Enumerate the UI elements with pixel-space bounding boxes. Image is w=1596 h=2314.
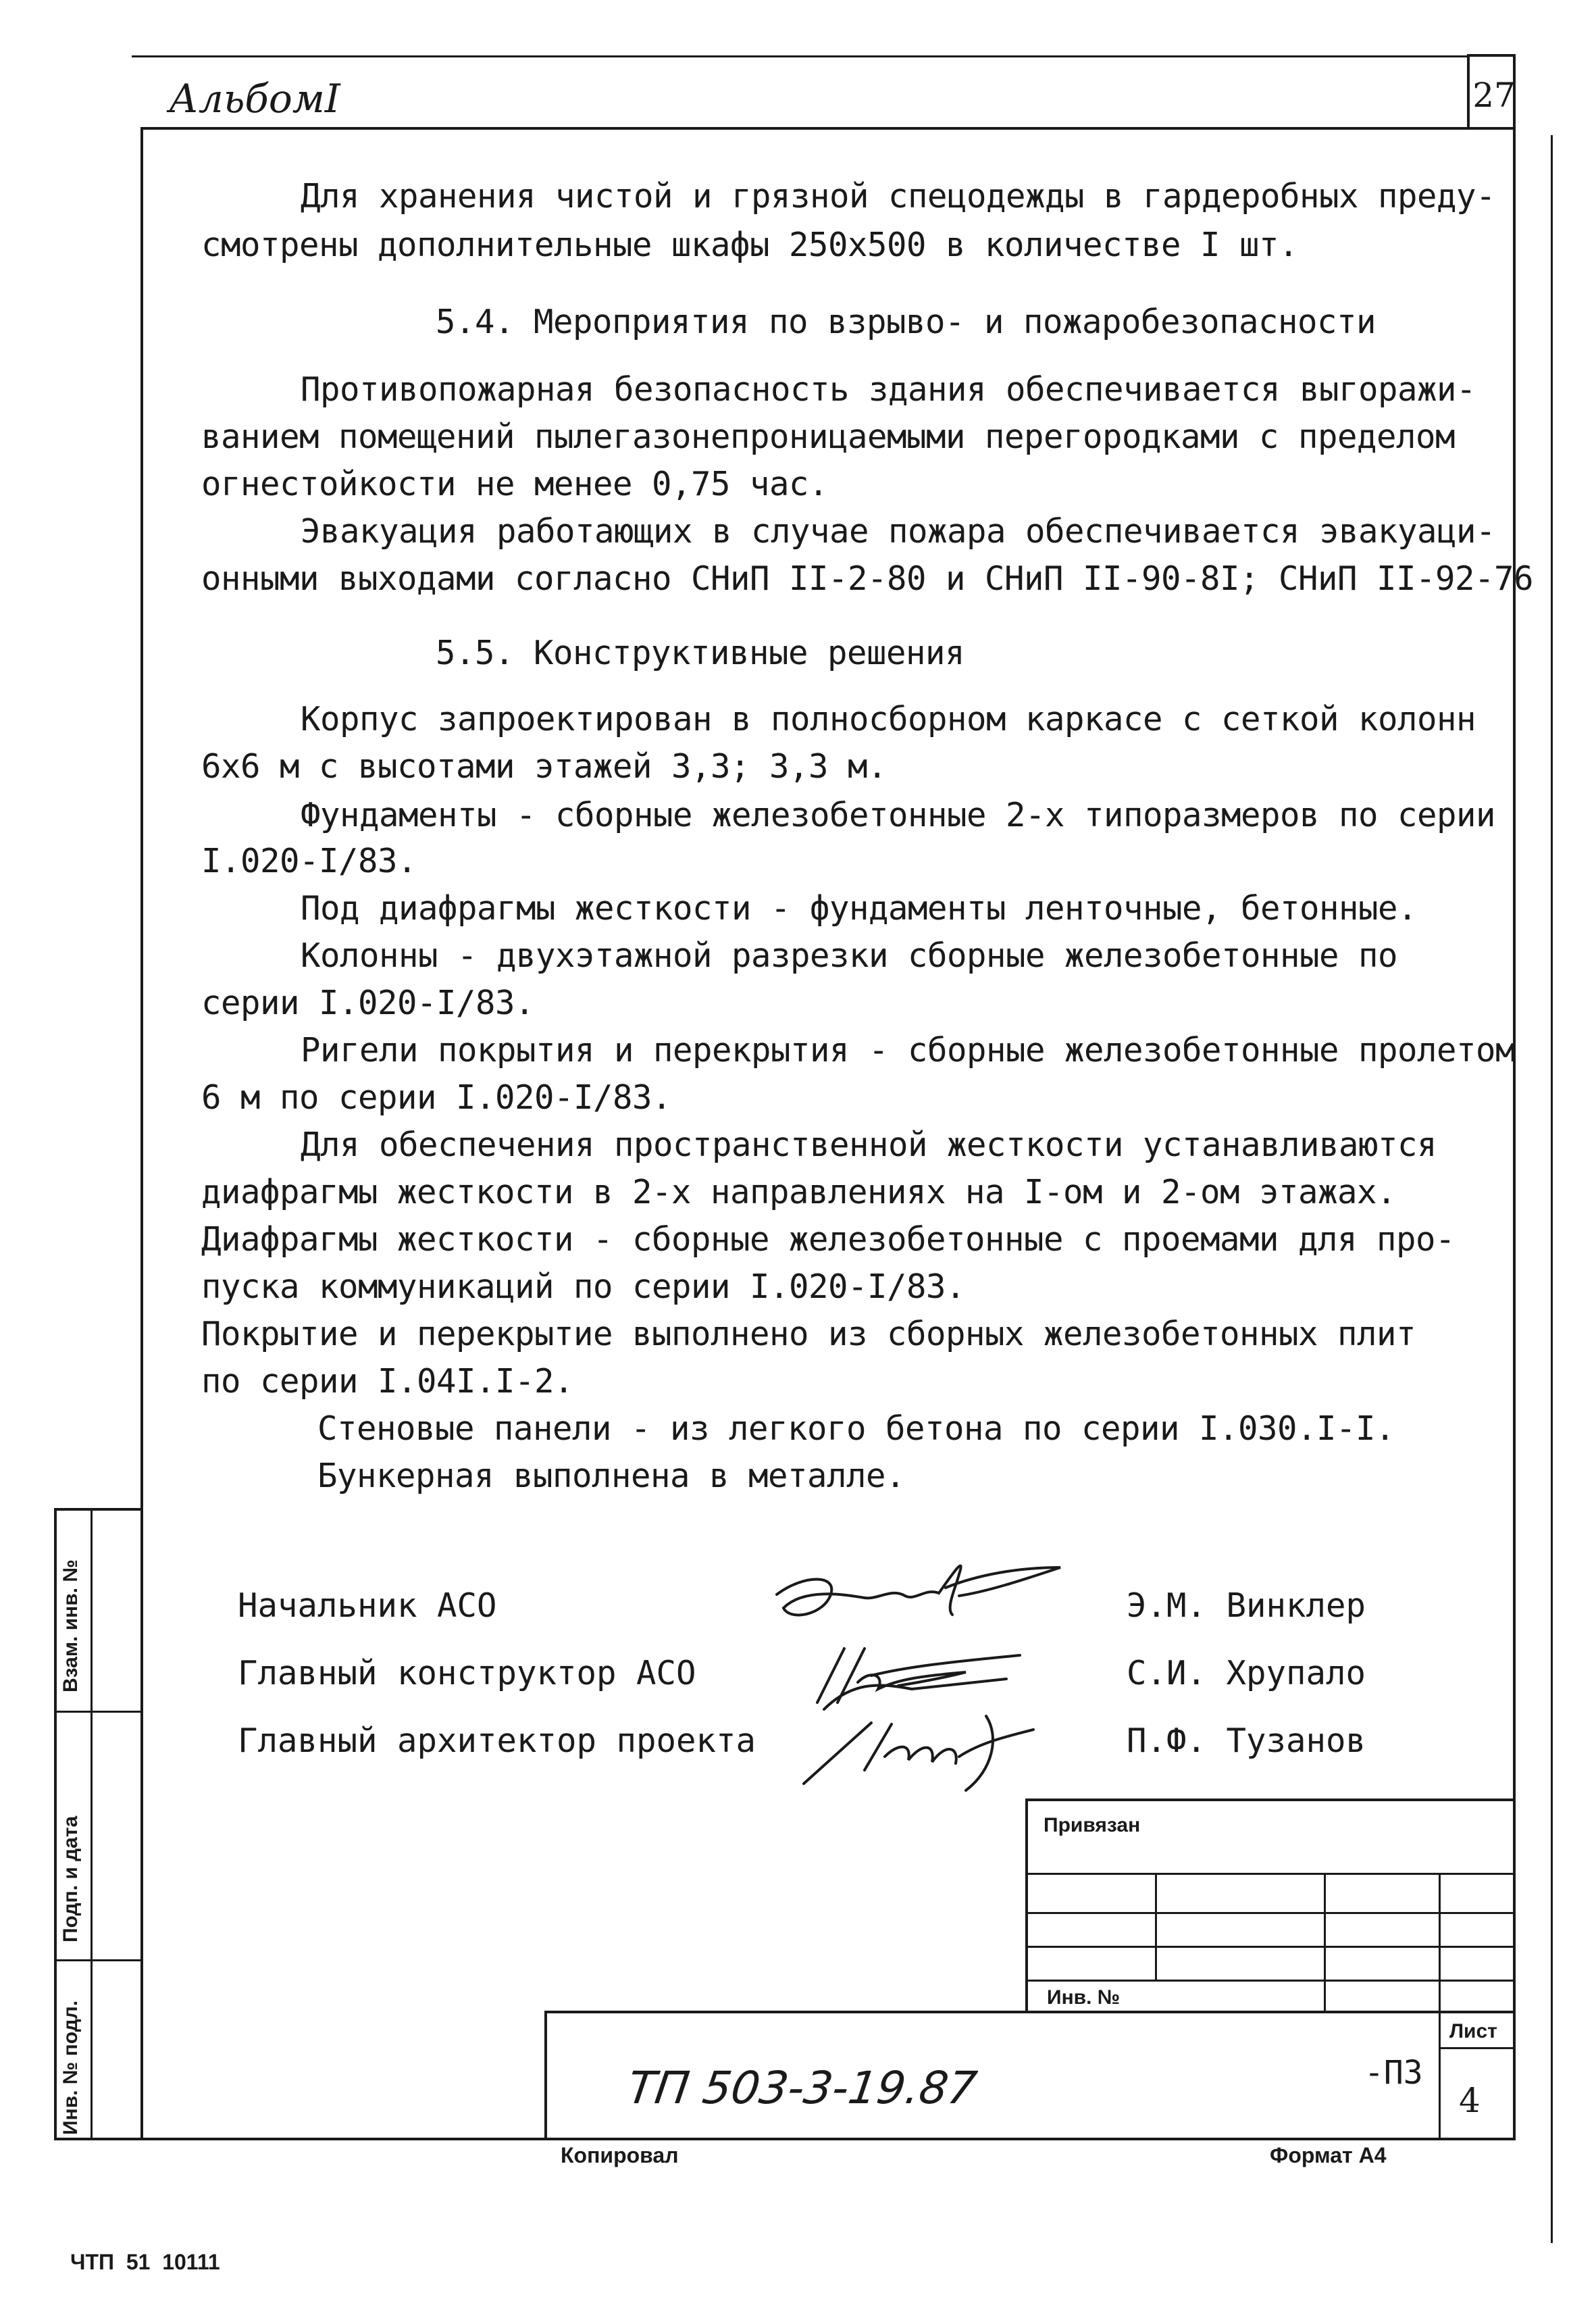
- format-label: Формат А4: [1270, 2143, 1387, 2167]
- print-code: ЧТП 51 10111: [70, 2250, 220, 2274]
- paragraph-line: Для обеспечения пространственной жесткости устанавливаются: [301, 1126, 1437, 1164]
- signature-vinkler: [777, 1566, 1060, 1615]
- paragraph-line: пуска коммуникаций по серии I.020-I/83.: [201, 1267, 966, 1306]
- frame-top: [142, 127, 1516, 130]
- paragraph-line: Под диафрагмы жесткости - фундаменты ленточные, бетонные.: [301, 889, 1418, 928]
- document-suffix: -ПЗ: [1364, 2054, 1423, 2092]
- top-rule: [132, 55, 1469, 57]
- paragraph-line: ванием помещений пылегазонепроницаемыми перегородками с пределом: [201, 418, 1456, 456]
- paragraph-line: Стеновые панели - из легкого бетона по серии I.030.I-I.: [317, 1409, 1395, 1448]
- paragraph-line: Фундаменты - сборные железобетонные 2-х типоразмеров по серии: [301, 796, 1496, 834]
- paragraph-line: по серии I.04I.I-2.: [201, 1362, 574, 1401]
- paragraph-line: огнестойкости не менее 0,75 час.: [201, 465, 829, 503]
- handwritten-signatures: [763, 1547, 1114, 1804]
- paragraph-line: 6х6 м с высотами этажей 3,3; 3,3 м.: [201, 747, 887, 786]
- outer-right-edge: [1551, 135, 1553, 2243]
- tb-line: [1155, 1873, 1157, 1980]
- privyazan-label: Привязан: [1044, 1814, 1141, 1836]
- paragraph-line: диафрагмы жесткости в 2-х направлениях на I-ом и 2-ом этажах.: [201, 1173, 1397, 1211]
- copied-label: Копировал: [561, 2143, 679, 2167]
- paragraph-line: Эвакуация работающих в случае пожара обеспечивается эвакуаци-: [301, 512, 1496, 551]
- tb-line: [1439, 2047, 1513, 2049]
- frame-bottom: [54, 2138, 1516, 2140]
- frame-left: [140, 127, 143, 2140]
- margin-stamp-border: [54, 1508, 57, 2140]
- sheet-label: Лист: [1449, 2020, 1497, 2042]
- paragraph-line: Ригели покрытия и перекрытия - сборные железобетонные пролетом: [301, 1031, 1516, 1070]
- margin-stamp-top: [54, 1508, 143, 1511]
- tb-line: [544, 2011, 547, 2140]
- tb-line: [1324, 1873, 1326, 2012]
- paragraph-line: смотрены дополнительные шкафы 250х500 в количестве I шт.: [201, 226, 1299, 264]
- paragraph-line: 6 м по серии I.020-I/83.: [201, 1078, 672, 1117]
- document-code: ТП 503-3-19.87: [624, 2062, 980, 2114]
- signatory-name: Э.М. Винклер: [1127, 1586, 1366, 1625]
- paragraph-line: Для хранения чистой и грязной спецодежды в гардеробных преду-: [301, 177, 1496, 216]
- paragraph-line: Покрытие и перекрытие выполнено из сборных железобетонных плит: [201, 1315, 1416, 1353]
- section-heading-5-5: 5.5. Конструктивные решения: [436, 634, 965, 672]
- margin-label-vzam-inv: Взам. инв. №: [59, 1559, 82, 1692]
- paragraph-line: Диафрагмы жесткости - сборные железобетонные с проемами для про-: [201, 1220, 1456, 1259]
- section-heading-5-4: 5.4. Мероприятия по взрыво- и пожаробезопасности: [436, 303, 1376, 341]
- tb-line: [1439, 2011, 1441, 2140]
- paragraph-line: Корпус запроектирован в полносборном каркасе с сеткой колонн: [301, 700, 1476, 738]
- signature-khrupalo: [817, 1649, 1020, 1709]
- paragraph-line: серии I.020-I/83.: [201, 984, 535, 1022]
- margin-stamp-divider: [91, 1508, 93, 2140]
- signatory-name: С.И. Хрупало: [1127, 1654, 1366, 1692]
- page-number: 27: [1472, 76, 1516, 115]
- paragraph-line: Противопожарная безопасность здания обеспечивается выгоражи-: [301, 370, 1476, 409]
- signatory-role: Главный конструктор АСО: [238, 1654, 696, 1692]
- sheet-number: 4: [1459, 2081, 1481, 2120]
- margin-stamp-row: [54, 1711, 143, 1713]
- signatory-role: Начальник АСО: [238, 1586, 497, 1625]
- album-label: АльбомI: [169, 76, 340, 122]
- margin-label-podp-data: Подп. и дата: [59, 1815, 82, 1942]
- tb-line: [546, 2011, 1513, 2013]
- margin-stamp-row: [54, 1959, 143, 1961]
- paragraph-line: Колонны - двухэтажной разрезки сборные железобетонные по: [301, 936, 1398, 975]
- paragraph-line: Бункерная выполнена в металле.: [317, 1457, 906, 1495]
- signatory-role: Главный архитектор проекта: [238, 1721, 756, 1760]
- paragraph-line: онными выходами согласно СНиП II-2-80 и СНиП II-90-8I; СНиП II-92-76: [201, 559, 1534, 598]
- tb-line: [1027, 1799, 1513, 1801]
- paragraph-line: I.020-I/83.: [201, 842, 417, 880]
- signature-tuzanov: [804, 1716, 1033, 1790]
- signatory-name: П.Ф. Тузанов: [1127, 1721, 1366, 1760]
- tb-line: [1439, 1873, 1441, 2012]
- inv-no-label: Инв. №: [1047, 1986, 1121, 2009]
- margin-label-inv-podl: Инв. № подл.: [59, 2000, 82, 2135]
- frame-right: [1513, 127, 1516, 2140]
